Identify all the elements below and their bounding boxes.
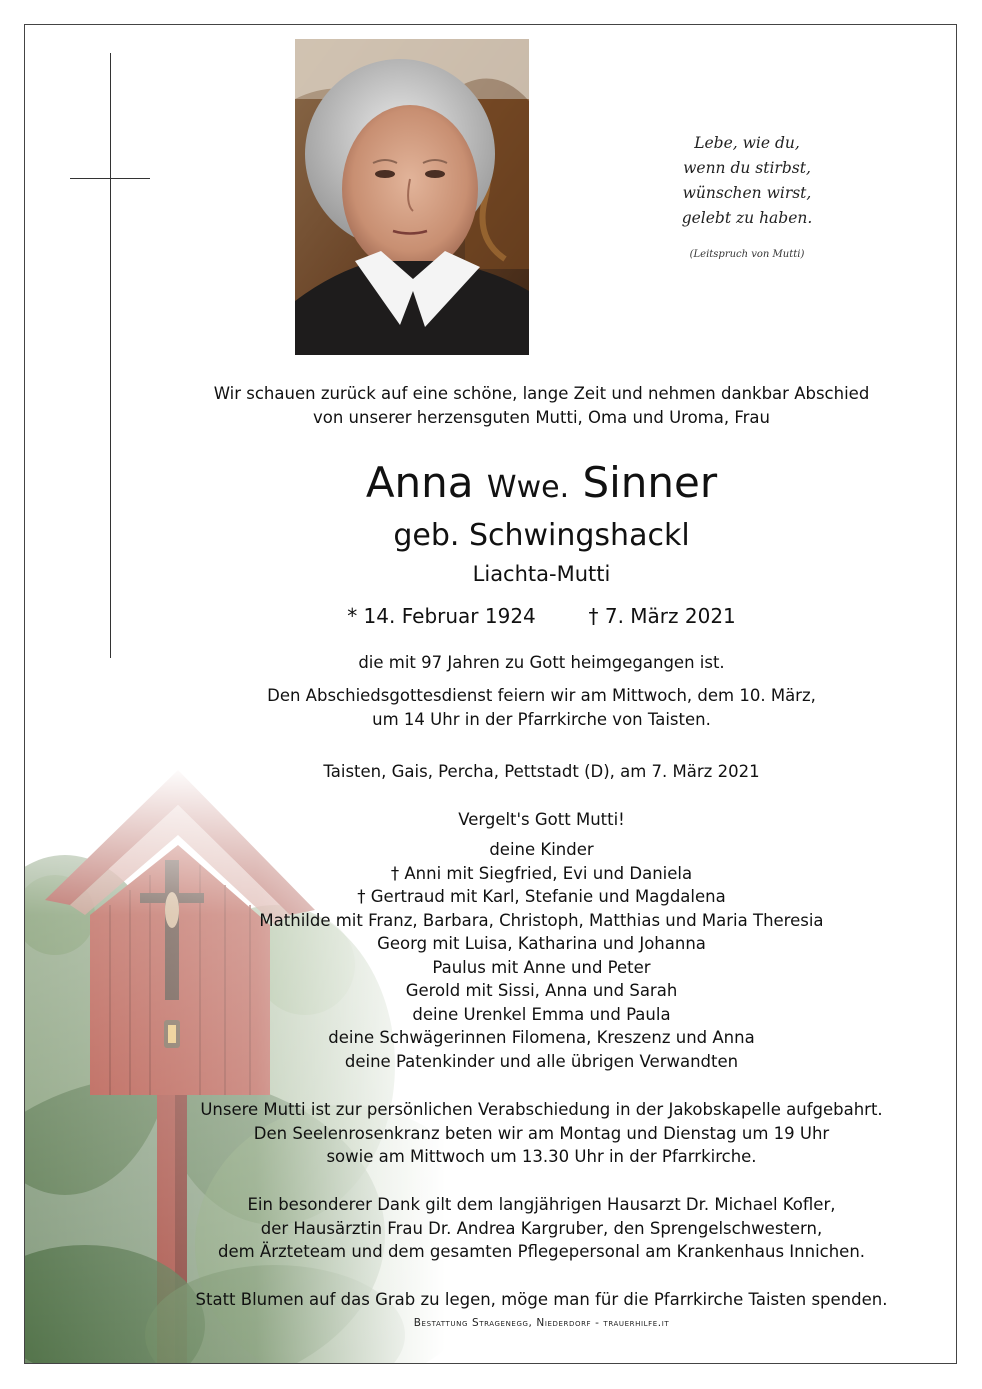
portrait-illustration — [295, 39, 529, 355]
first-name: Anna — [365, 458, 474, 507]
mourner-line: Georg mit Luisa, Katharina und Johanna — [377, 934, 706, 953]
service-line: Den Abschiedsgottesdienst feiern wir am Mittwoch, dem 10. März, — [267, 686, 816, 705]
motto-line: Lebe, wie du, — [694, 134, 800, 152]
viewing-line: Unsere Mutti ist zur persönlichen Verabschiedung in der Jakobskapelle aufgebahrt. — [200, 1100, 883, 1119]
cross-symbol-horizontal — [70, 178, 150, 179]
mourner-line: Gerold mit Sissi, Anna und Sarah — [405, 981, 678, 1000]
thanks-text — [125, 1193, 957, 1264]
birth-date: * 14. Februar 1924 — [347, 604, 536, 628]
thanks-line: Ein besonderer Dank gilt dem langjährigen Hausarzt Dr. Michael Kofler, — [247, 1195, 836, 1214]
intro-line: von unserer herzensguten Mutti, Oma und Uroma, Frau — [312, 407, 770, 427]
maiden-name: geb. Schwingshackl — [393, 518, 690, 553]
mourner-line: Mathilde mit Franz, Barbara, Christoph, Matthias und Maria Theresia — [259, 910, 824, 930]
place-date: Taisten, Gais, Percha, Pettstadt (D), am 7. März 2021 — [323, 762, 760, 781]
last-name: Sinner — [582, 458, 718, 507]
cross-symbol-vertical — [110, 53, 111, 658]
motto-quote — [625, 131, 869, 231]
donation-note: Statt Blumen auf das Grab zu legen, möge man für die Pfarrkirche Taisten spenden. — [195, 1290, 888, 1309]
viewing-line: sowie am Mittwoch um 13.30 Uhr in der Pfarrkirche. — [326, 1147, 757, 1166]
mourner-line: deine Urenkel Emma und Paula — [412, 1004, 671, 1024]
motto-line: gelebt zu haben. — [681, 209, 813, 227]
life-dates — [125, 602, 957, 630]
greeting: Vergelt's Gott Mutti! — [458, 810, 625, 829]
motto-line: wenn du stirbst, — [683, 159, 811, 177]
funeral-home-footer: Bestattung Stragenegg, Niederdorf - trauerhilfe.it — [413, 1317, 670, 1329]
thanks-line: dem Ärzteteam und dem gesamten Pflegepersonal am Krankenhaus Innichen. — [217, 1242, 866, 1261]
thanks-line: der Hausärztin Frau Dr. Andrea Kargruber, den Sprengelschwestern, — [260, 1218, 823, 1238]
mourner-line: deine Schwägerinnen Filomena, Kreszenz und Anna — [328, 1028, 755, 1047]
portrait-photo — [295, 39, 529, 355]
obituary-card — [24, 24, 957, 1364]
mourner-line: deine Kinder — [489, 840, 594, 859]
viewing-text — [125, 1098, 957, 1169]
mourner-line: deine Patenkinder und alle übrigen Verwandten — [344, 1051, 739, 1071]
motto-line: wünschen wirst, — [682, 184, 812, 202]
age-line: die mit 97 Jahren zu Gott heimgegangen ist. — [358, 653, 725, 672]
deceased-name — [125, 457, 957, 514]
nickname: Liachta-Mutti — [472, 562, 611, 586]
mourners-list — [125, 838, 957, 1073]
mourner-line: Paulus mit Anne und Peter — [432, 957, 651, 977]
motto-source: (Leitspruch von Mutti) — [689, 249, 805, 260]
service-line: um 14 Uhr in der Pfarrkirche von Taisten. — [372, 709, 711, 729]
death-date: † 7. März 2021 — [588, 604, 736, 628]
mourner-line: † Anni mit Siegfried, Evi und Daniela — [390, 863, 693, 883]
service-text — [125, 684, 957, 731]
mourner-line: † Gertraud mit Karl, Stefanie und Magdalena — [357, 887, 726, 906]
viewing-line: Den Seelenrosenkranz beten wir am Montag und Dienstag um 19 Uhr — [253, 1123, 830, 1143]
widow-title: Wwe. — [486, 470, 570, 505]
intro-text — [125, 382, 957, 429]
intro-line: Wir schauen zurück auf eine schöne, lange Zeit und nehmen dankbar Abschied — [213, 384, 870, 403]
